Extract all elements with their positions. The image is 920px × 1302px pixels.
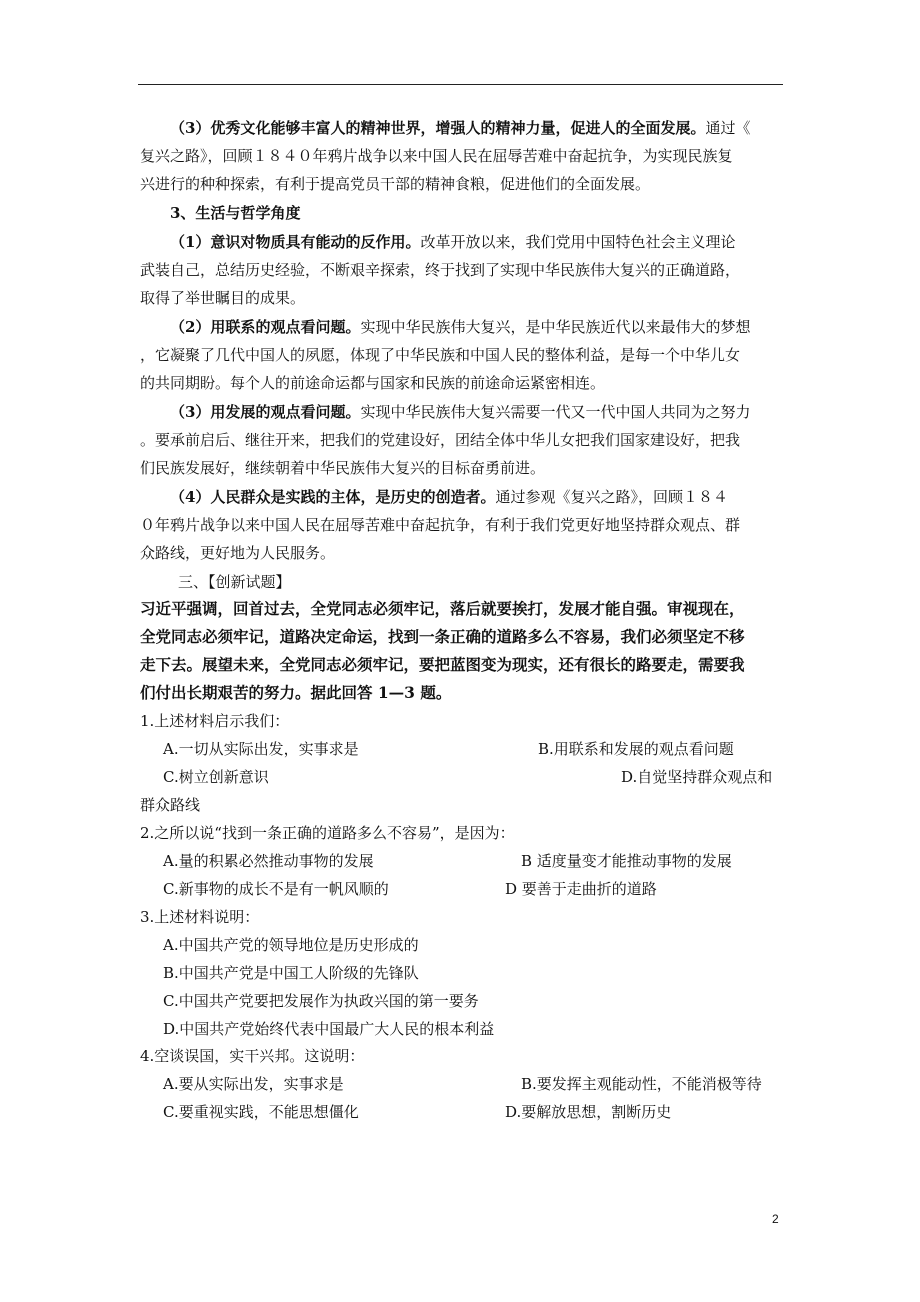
header-rule: [138, 84, 783, 85]
option-c: C.要重视实践，不能思想僵化: [163, 1103, 359, 1121]
material-line: 全党同志必须牢记，道路决定命运，找到一条正确的道路多么不容易，我们必须坚定不移: [140, 627, 745, 646]
option-d: D.要解放思想，割断历史: [505, 1103, 672, 1121]
paragraph-line: （1）意识对物质具有能动的反作用。改革开放以来，我们党用中国特色社会主义理论: [170, 233, 736, 251]
material-line: 走下去。展望未来，全党同志必须牢记，要把蓝图变为现实，还有很长的路要走，需要我: [140, 655, 745, 674]
bold-lead: （3）用发展的观点看问题。: [170, 403, 361, 421]
paragraph-line: 武装自己，总结历史经验，不断艰辛探索，终于找到了实现中华民族伟大复兴的正确道路，: [140, 261, 741, 279]
bold-lead: （2）用联系的观点看问题。: [170, 318, 361, 336]
bold-lead: （4）人民群众是实践的主体，是历史的创造者。: [170, 488, 496, 506]
question-stem: 2.之所以说“找到一条正确的道路多么不容易”，是因为：: [140, 824, 515, 842]
paragraph-line: 的共同期盼。每个人的前途命运都与国家和民族的前途命运紧密相连。: [140, 374, 606, 392]
option-d-continued: 群众路线: [140, 796, 201, 814]
option-c: C.中国共产党要把发展作为执政兴国的第一要务: [163, 992, 479, 1010]
option-d: D.中国共产党始终代表中国最广大人民的根本利益: [163, 1020, 495, 1038]
option-a: A.要从实际出发，实事求是: [163, 1075, 344, 1093]
paragraph-line: ０年鸦片战争以来中国人民在屈辱苦难中奋起抗争，有利于我们党更好地坚持群众观点、群: [140, 516, 741, 534]
paragraph-line: （4）人民群众是实践的主体，是历史的创造者。通过参观《复兴之路》，回顾１８４: [170, 488, 728, 506]
paragraph-line: 复兴之路》，回顾１８４０年鸦片战争以来中国人民在屈辱苦难中奋起抗争，为实现民族复: [140, 147, 733, 165]
option-c: C.树立创新意识: [163, 768, 269, 786]
paragraph-line: 。要承前启后、继往开来，把我们的党建设好，团结全体中华儿女把我们国家建设好，把我: [140, 431, 741, 449]
page-number: 2: [772, 1212, 779, 1226]
paragraph-line: ，它凝聚了几代中国人的夙愿，体现了中华民族和中国人民的整体利益，是每一个中华儿女: [140, 346, 741, 364]
question-stem: 4.空谈误国，实干兴邦。这说明：: [140, 1047, 365, 1065]
option-b: B.中国共产党是中国工人阶级的先锋队: [163, 964, 419, 982]
option-b: B 适度量变才能推动事物的发展: [521, 852, 732, 870]
paragraph-line: 兴进行的种种探索，有利于提高党员干部的精神食粮，促进他们的全面发展。: [140, 175, 651, 193]
option-c: C.新事物的成长不是有一帆风顺的: [163, 880, 389, 898]
paragraph-line: 们民族发展好，继续朝着中华民族伟大复兴的目标奋勇前进。: [140, 459, 546, 477]
option-a: A.量的积累必然推动事物的发展: [163, 852, 374, 870]
paragraph-line: 取得了举世瞩目的成果。: [140, 289, 306, 307]
bold-lead: （1）意识对物质具有能动的反作用。: [170, 233, 421, 251]
paragraph-line: （3）用发展的观点看问题。实现中华民族伟大复兴需要一代又一代中国人共同为之努力: [170, 403, 751, 421]
bold-lead: （3）优秀文化能够丰富人的精神世界，增强人的精神力量，促进人的全面发展。: [170, 119, 706, 137]
question-stem: 3.上述材料说明：: [140, 908, 260, 926]
section-heading: 3、生活与哲学角度: [170, 204, 301, 222]
option-d: D 要善于走曲折的道路: [505, 880, 657, 898]
paragraph-line: （3）优秀文化能够丰富人的精神世界，增强人的精神力量，促进人的全面发展。通过《: [170, 119, 751, 137]
option-b: B.用联系和发展的观点看问题: [538, 740, 734, 758]
paragraph-line: （2）用联系的观点看问题。实现中华民族伟大复兴，是中华民族近代以来最伟大的梦想: [170, 318, 751, 336]
material-line: 们付出长期艰苦的努力。据此回答 1—3 题。: [140, 683, 452, 702]
option-b: B.要发挥主观能动性，不能消极等待: [521, 1075, 762, 1093]
option-d: D.自觉坚持群众观点和: [621, 768, 773, 786]
question-stem: 1.上述材料启示我们：: [140, 712, 290, 730]
option-a: A.中国共产党的领导地位是历史形成的: [163, 936, 419, 954]
paragraph-line: 众路线，更好地为人民服务。: [140, 544, 336, 562]
section-heading: 三、【创新试题】: [178, 573, 291, 591]
material-line: 习近平强调，回首过去，全党同志必须牢记，落后就要挨打，发展才能自强。审视现在，: [140, 599, 745, 618]
option-a: A.一切从实际出发，实事求是: [163, 740, 359, 758]
